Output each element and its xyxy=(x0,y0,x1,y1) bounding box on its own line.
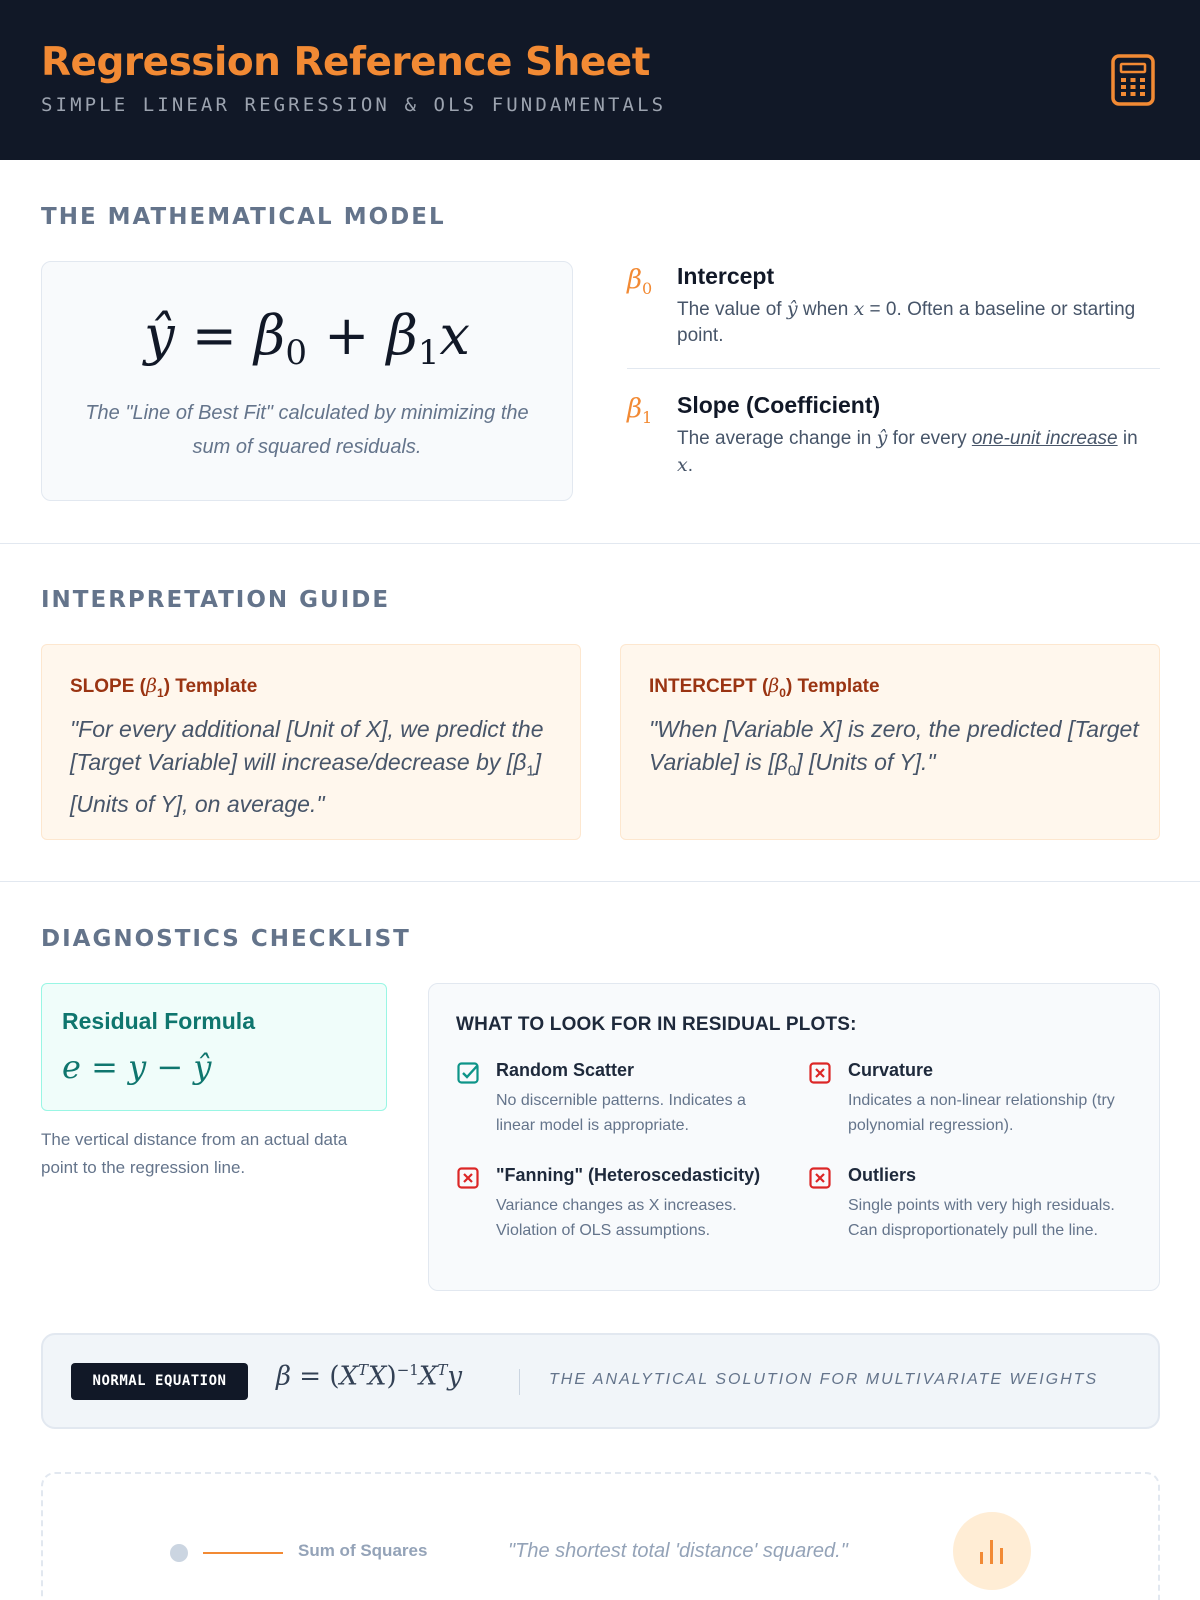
sum-of-squares-quote: "The shortest total 'distance' squared." xyxy=(508,1540,848,1562)
residual-equation: e = y − ŷ xyxy=(62,1048,212,1086)
check-icon xyxy=(457,1062,479,1084)
page-header xyxy=(0,0,1200,160)
model-caption: The "Line of Best Fit" calculated by minimizing the sum of squared residuals. xyxy=(85,402,529,458)
intercept-definition xyxy=(627,263,1160,353)
data-point-dot xyxy=(170,1544,188,1562)
slope-definition xyxy=(627,392,1160,482)
section-title-interpretation: INTERPRETATION GUIDE xyxy=(41,587,391,613)
beta0-symbol: $\beta_0$ xyxy=(627,265,653,299)
normal-equation-divider xyxy=(519,1369,520,1395)
bar-chart-badge xyxy=(953,1512,1031,1590)
slope-template-card xyxy=(41,644,581,840)
slope-template-title: SLOPE $(\beta_1)$ Template xyxy=(70,675,258,700)
x-mark-icon xyxy=(809,1167,831,1189)
legend-line xyxy=(203,1552,283,1554)
calculator-icon xyxy=(1111,54,1155,106)
sum-of-squares-label: Sum of Squares xyxy=(298,1541,428,1560)
x-mark-icon xyxy=(809,1062,831,1084)
intercept-template-text: "When [Variable X] is zero, the predicted [Target Variable] is $[\beta_0]$ [Units of Y]." xyxy=(649,716,1139,780)
slope-title: Slope (Coefficient) xyxy=(677,392,881,418)
intercept-title: Intercept xyxy=(677,263,775,289)
regression-equation: ŷ = $\beta_0 + \beta_1x$ xyxy=(144,304,470,373)
residual-formula-card xyxy=(41,983,387,1111)
slope-description: The average change in ŷ for every one-unit increase in x. xyxy=(677,427,1138,476)
normal-equation-formula: $\beta = (X^TX)^{-1}X^Ty$ xyxy=(276,1361,463,1392)
sum-of-squares-card xyxy=(41,1472,1160,1600)
residual-plots-card: WHAT TO LOOK FOR IN RESIDUAL PLOTS: Random Scatter No discernible patterns. Indicates a linear model is appropriate. Curvature Indicates a non-linear relationship (try polynomial regression). "Fanning" (Heteroscedasticity) Variance changes as X increases. Violation of OLS assumptions. Outliers Single points with very high residuals. Can disproportionately pull the line. xyxy=(428,983,1160,1291)
x-mark-icon xyxy=(457,1167,479,1189)
residual-formula-title: Residual Formula xyxy=(62,1008,255,1034)
beta1-symbol: $\beta_1$ xyxy=(627,394,653,428)
normal-equation-card xyxy=(41,1333,1160,1429)
normal-equation-badge: NORMAL EQUATION xyxy=(71,1363,248,1400)
section-divider xyxy=(0,543,1200,544)
page-subtitle: SIMPLE LINEAR REGRESSION & OLS FUNDAMENTALS xyxy=(41,94,667,116)
bar-chart-icon xyxy=(977,1536,1007,1566)
section-title-diagnostics: DIAGNOSTICS CHECKLIST xyxy=(41,926,411,952)
residual-plots-title: WHAT TO LOOK FOR IN RESIDUAL PLOTS: xyxy=(456,1014,857,1035)
page-title: Regression Reference Sheet xyxy=(41,40,650,85)
slope-template-text: "For every additional [Unit of X], we predict the [Target Variable] will increase/decrease by $[\beta_1]$ [Units of Y], on average." xyxy=(70,716,544,817)
model-equation-card xyxy=(41,261,573,501)
param-divider xyxy=(627,368,1160,369)
section-title-model: THE MATHEMATICAL MODEL xyxy=(41,204,446,230)
intercept-template-title: INTERCEPT $(\beta_0)$ Template xyxy=(649,675,880,700)
intercept-template-card xyxy=(620,644,1160,840)
intercept-description: The value of ŷ when x = 0. Often a baseline or starting point. xyxy=(677,298,1136,346)
normal-equation-note: THE ANALYTICAL SOLUTION FOR MULTIVARIATE WEIGHTS xyxy=(549,1371,1099,1388)
one-unit-increase-emphasis: one-unit increase xyxy=(971,428,1118,449)
residual-description: The vertical distance from an actual data point to the regression line. xyxy=(41,1130,348,1177)
section-divider xyxy=(0,881,1200,882)
